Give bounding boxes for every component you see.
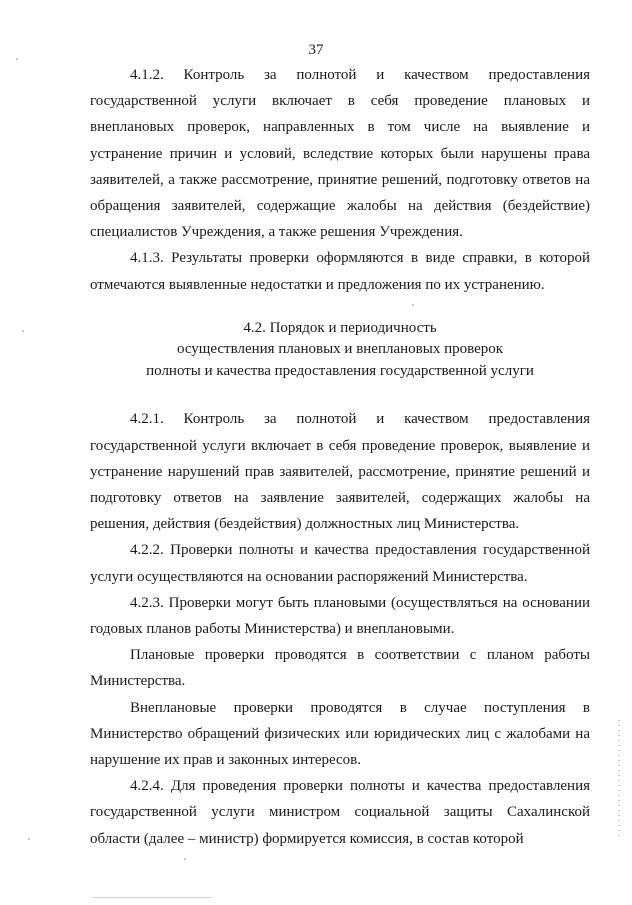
section-heading-line-3: полноты и качества предоставления государственной услуги xyxy=(146,362,534,379)
paragraph-4-2-3: 4.2.3. Проверки могут быть плановыми (осуществляться на основании годовых планов работы Министерства) и внеплановыми. xyxy=(90,594,590,637)
paragraph-4-1-2: 4.1.2. Контроль за полнотой и качеством предоставления государственной услуги включает в себя проведение плановых и внеплановых проверок, направленных в том числе на выявление и устранение причин и условий, вследствие которых были нарушены права заявителей, а также рассмотрение, принятие решений, подготовку ответов на обращения заявителей, содержащие жалобы на действия (бездействие) специалистов Учреждения, а также решения Учреждения. xyxy=(90,67,590,241)
document-body xyxy=(90,62,590,852)
paragraph-4-1-3: 4.1.3. Результаты проверки оформляются в виде справки, в которой отмечаются выявленные недостатки и предложения по их устранению. xyxy=(90,250,590,293)
paragraph-4-2-2: 4.2.2. Проверки полноты и качества предоставления государственной услуги осуществляются на основании распоряжений Министерства. xyxy=(90,542,590,585)
scan-speck xyxy=(184,858,186,860)
scan-edge-artifact xyxy=(618,720,620,840)
paragraph-4-2-4: 4.2.4. Для проведения проверки полноты и качества предоставления государственной услуги министром социальной защиты Сахалинской области (далее – министр) формируется комиссия, в состав которой xyxy=(90,778,590,847)
section-heading-line-1: 4.2. Порядок и периодичность xyxy=(243,319,437,336)
scan-bottom-artifact xyxy=(92,897,212,898)
paragraph-4-2-1: 4.2.1. Контроль за полнотой и качеством предоставления государственной услуги включает в себя проведение проверок, выявление и устранение нарушений прав заявителей, рассмотрение, принятие решений и подготовку ответов на заявление заявителей, содержащих жалобы на решения, действия (бездействия) должностных лиц Министерства. xyxy=(90,411,590,533)
scan-speck xyxy=(16,58,18,60)
page-number: 37 xyxy=(308,42,324,58)
paragraph-planned-checks: Плановые проверки проводятся в соответствии с планом работы Министерства. xyxy=(90,647,590,690)
paragraph-unplanned-checks: Внеплановые проверки проводятся в случае поступления в Министерство обращений физических или юридических лиц с жалобами на нарушение их прав и законных интересов. xyxy=(90,699,590,768)
section-heading-line-2: осуществления плановых и внеплановых проверок xyxy=(176,341,504,358)
scan-speck xyxy=(22,330,24,332)
scan-speck xyxy=(28,838,30,840)
scan-speck xyxy=(412,304,414,306)
section-heading-4-2 xyxy=(90,318,590,383)
